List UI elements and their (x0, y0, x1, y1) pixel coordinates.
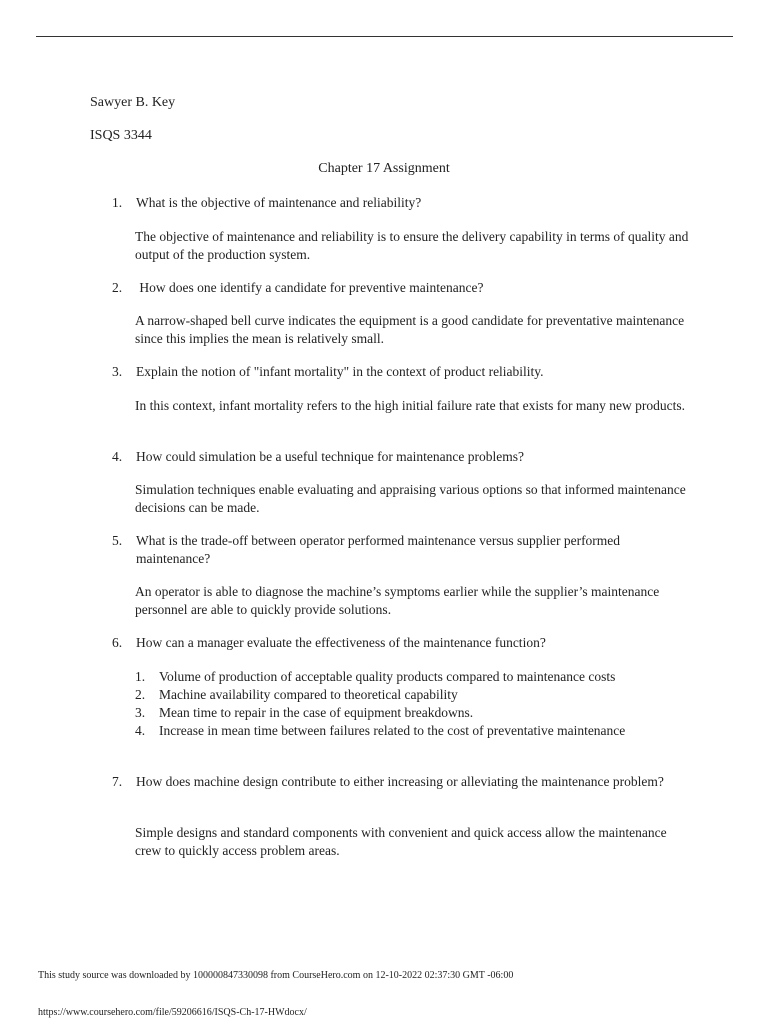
list-item-text: Machine availability compared to theoretical capability (159, 687, 458, 702)
course-code: ISQS 3344 (90, 128, 152, 143)
answer-7: Simple designs and standard components with convenient and quick access allow the maintenance crew to quickly access problem areas. (135, 825, 667, 858)
answer-5: An operator is able to diagnose the machine’s symptoms earlier while the supplier’s maintenance personnel are able to quickly provide solutions. (135, 584, 660, 617)
answer-3: In this context, infant mortality refers to the high initial failure rate that exists for many new products. (135, 398, 685, 413)
question-text: Explain the notion of "infant mortality" in the context of product reliability. (136, 364, 544, 379)
question-number: 7. (112, 774, 123, 789)
answer-2: A narrow-shaped bell curve indicates the equipment is a good candidate for preventative maintenance since this implies the mean is relatively small. (135, 313, 685, 346)
list-item-text: Increase in mean time between failures related to the cost of preventative maintenance (159, 723, 626, 738)
question-text: What is the trade-off between operator performed maintenance versus supplier performed maintenance? (136, 533, 621, 566)
question-number: 2. (112, 280, 123, 295)
download-notice: This study source was downloaded by 100000847330098 from CourseHero.com on 12-10-2022 02:37:30 GMT -06:00 (38, 970, 514, 981)
question-number: 4. (112, 449, 123, 464)
question-text: What is the objective of maintenance and reliability? (136, 195, 422, 210)
question-text: How does one identify a candidate for preventive maintenance? (136, 280, 484, 295)
list-item-number: 1. (135, 669, 146, 684)
question-text: How could simulation be a useful technique for maintenance problems? (136, 449, 525, 464)
answer-1: The objective of maintenance and reliability is to ensure the delivery capability in terms of quality and output of the production system. (135, 229, 689, 262)
question-number: 6. (112, 635, 123, 650)
document-title: Chapter 17 Assignment (318, 161, 450, 176)
answer-4: Simulation techniques enable evaluating and appraising various options so that informed maintenance decisions can be made. (135, 482, 686, 515)
list-item-number: 4. (135, 723, 146, 738)
question-number: 1. (112, 195, 123, 210)
question-text: How does machine design contribute to either increasing or alleviating the maintenance problem? (136, 774, 664, 789)
list-item-text: Volume of production of acceptable quality products compared to maintenance costs (159, 669, 616, 684)
question-number: 3. (112, 364, 123, 379)
list-item-text: Mean time to repair in the case of equipment breakdowns. (159, 705, 474, 720)
top-rule (36, 36, 733, 37)
student-name: Sawyer B. Key (90, 95, 176, 110)
source-url[interactable]: https://www.coursehero.com/file/59206616/ISQS-Ch-17-HWdocx/ (38, 1007, 307, 1018)
list-item-number: 3. (135, 705, 146, 720)
question-number: 5. (112, 533, 123, 548)
question-text: How can a manager evaluate the effectiveness of the maintenance function? (136, 635, 546, 650)
list-item-number: 2. (135, 687, 146, 702)
